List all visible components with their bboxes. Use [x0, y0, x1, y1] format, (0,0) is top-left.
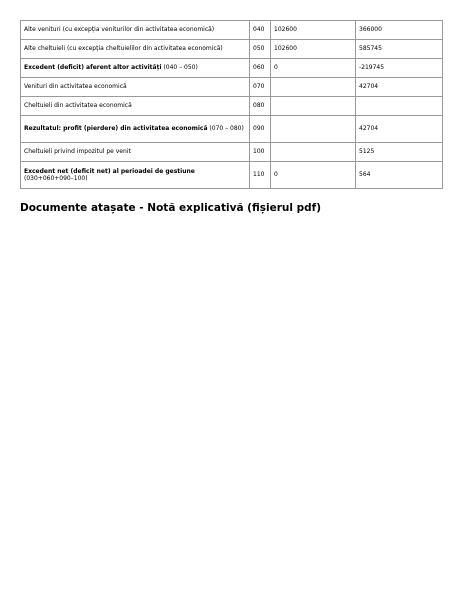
table-row-050 [21, 40, 443, 59]
row-label: Alte venituri (cu excepția veniturilor din activitatea economică) [21, 21, 250, 40]
row-value-previous: 0 [271, 59, 356, 78]
row-value-previous: 0 [271, 162, 356, 189]
table-row-070 [21, 78, 443, 97]
table-row-100 [21, 143, 443, 162]
row-value-current: 5125 [356, 143, 443, 162]
row-label: Alte cheltuieli (cu excepția cheltuielilor din activitatea economică) [21, 40, 250, 59]
row-label: Excedent net (deficit net) al perioadei de gestiune (030+060+090–100) [21, 162, 250, 189]
row-label: Rezultatul: profit (pierdere) din activitatea economică (070 – 080) [21, 116, 250, 143]
row-value-current: 42704 [356, 78, 443, 97]
row-label: Excedent (deficit) aferent altor activități (040 – 050) [21, 59, 250, 78]
row-value-current: -219745 [356, 59, 443, 78]
table-row-110 [21, 162, 443, 189]
row-label: Cheltuieli privind impozitul pe venit [21, 143, 250, 162]
row-value-current [356, 97, 443, 116]
attachments-heading: Documente atașate - Notă explicativă (fișierul pdf) [20, 202, 322, 214]
row-code: 060 [250, 59, 271, 78]
row-code: 080 [250, 97, 271, 116]
row-label: Venituri din activitatea economică [21, 78, 250, 97]
row-value-current: 585745 [356, 40, 443, 59]
row-label: Cheltuieli din activitatea economică [21, 97, 250, 116]
report-page [20, 20, 443, 215]
table-row-080 [21, 97, 443, 116]
row-code: 100 [250, 143, 271, 162]
row-code: 040 [250, 21, 271, 40]
table-row-090 [21, 116, 443, 143]
row-code: 110 [250, 162, 271, 189]
row-code: 070 [250, 78, 271, 97]
table-row-040 [21, 21, 443, 40]
table-row-060 [21, 59, 443, 78]
row-value-current: 42704 [356, 116, 443, 143]
financial-results-table [20, 20, 443, 189]
row-code: 050 [250, 40, 271, 59]
row-value-previous [271, 78, 356, 97]
row-code: 090 [250, 116, 271, 143]
row-value-current: 366000 [356, 21, 443, 40]
row-value-previous [271, 143, 356, 162]
row-value-previous: 102600 [271, 21, 356, 40]
row-value-current: 564 [356, 162, 443, 189]
row-value-previous [271, 116, 356, 143]
row-value-previous [271, 97, 356, 116]
row-value-previous: 102600 [271, 40, 356, 59]
